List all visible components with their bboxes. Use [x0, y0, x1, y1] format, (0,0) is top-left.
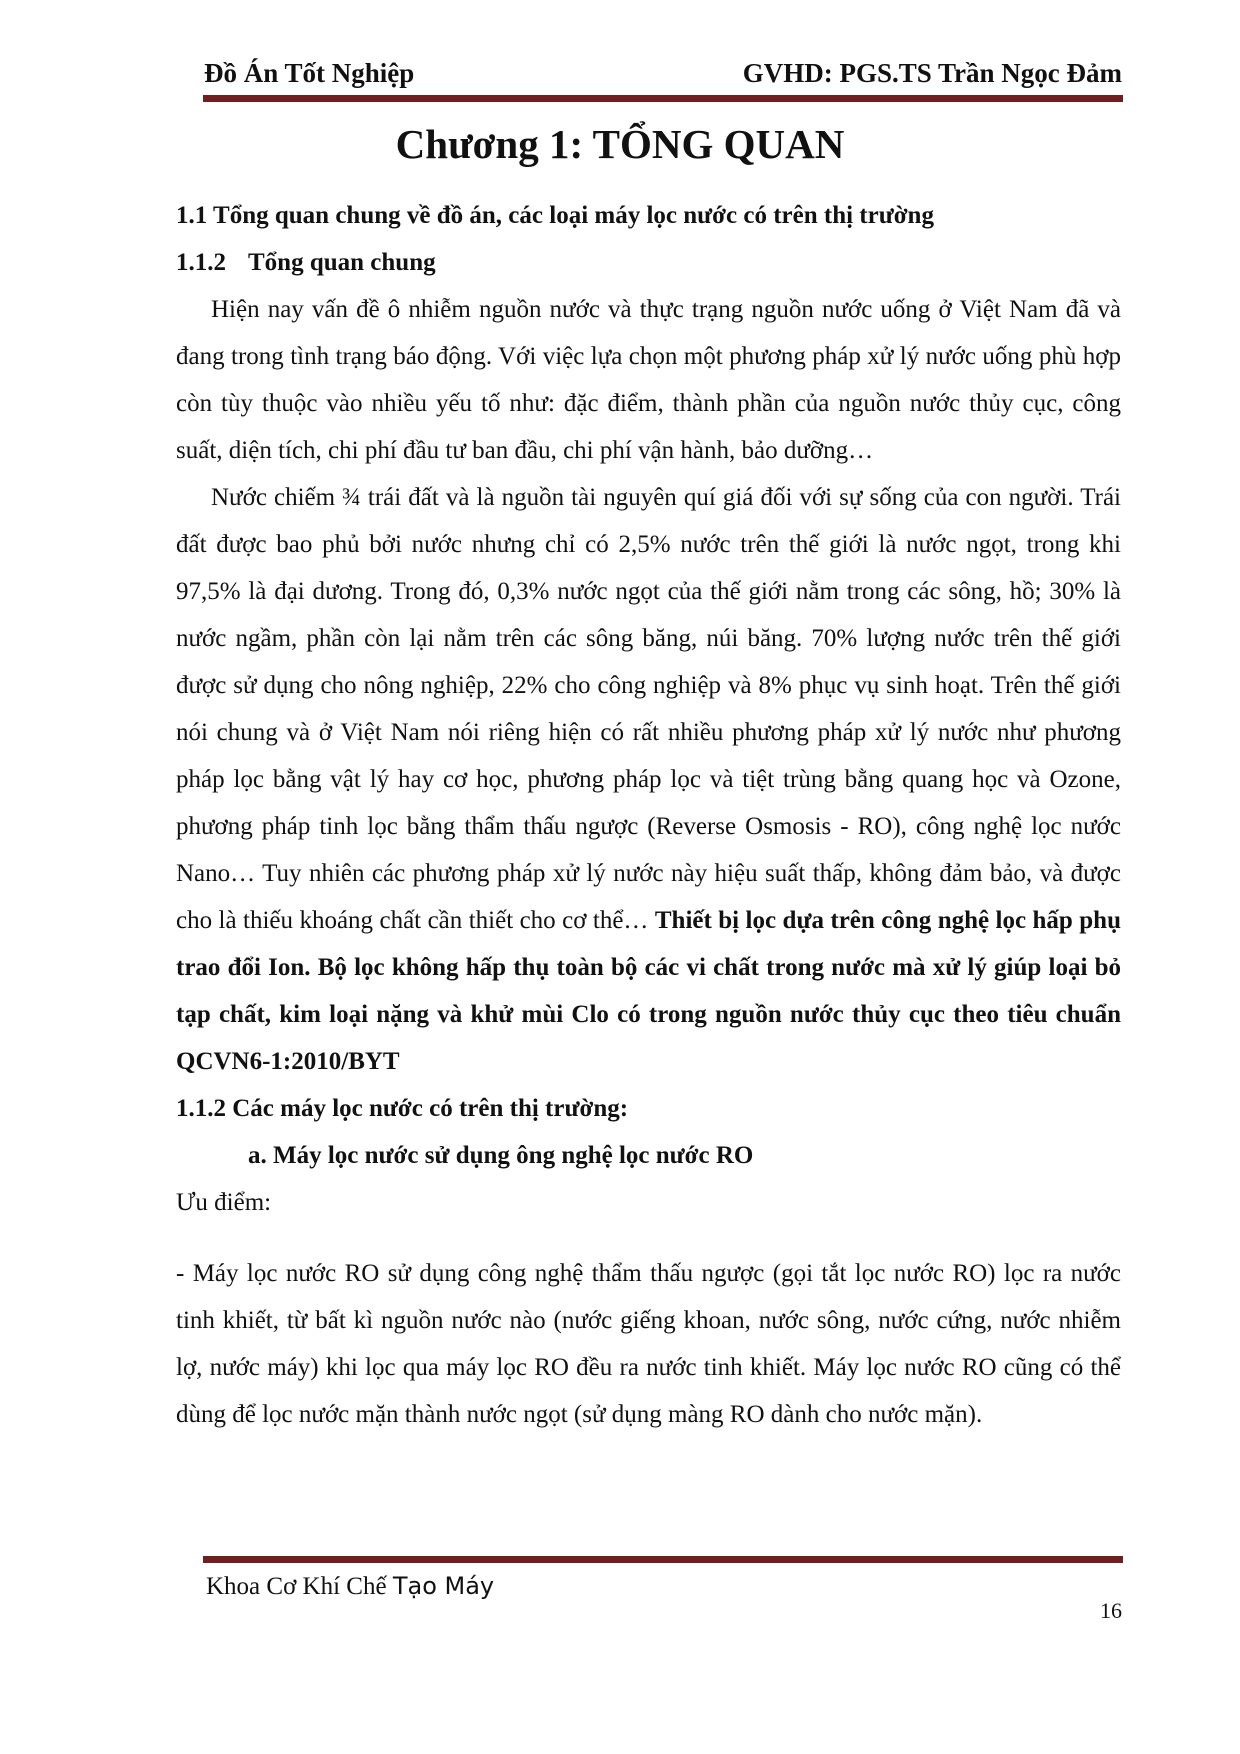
footer-faculty — [206, 1572, 494, 1601]
footer-faculty-tail: Tạo Máy — [392, 1572, 495, 1600]
section-heading-1-1-2-market: 1.1.2 Các máy lọc nước có trên thị trường: — [176, 1095, 629, 1122]
header-supervisor: GVHD: PGS.TS Trần Ngọc Đảm — [742, 58, 1122, 88]
header-thesis-title: Đồ Án Tốt Nghiệp — [204, 58, 415, 88]
section-number: 1.1.2 — [176, 249, 226, 276]
page-number: 16 — [1100, 1598, 1122, 1623]
page-body — [176, 192, 1121, 1438]
section-title: Tổng quan chung — [248, 249, 436, 276]
paragraph-normal-text: Nước chiếm ¾ trái đất và là nguồn tài nguyên quí giá đối với sự sống của con người. Trái đất được bao phủ bởi nước nhưng chỉ có 2,5% nước trên thế giới là nước ngọt, trong khi 97,5% là đại dương. Trong đó, 0,3% nước ngọt của thế giới nằm trong các sông, hồ; 30% là nước ngầm, phần còn lại nằm trên các sông băng, núi băng. 70% lượng nước trên thế giới được sử dụng cho nông nghiệp, 22% cho công nghiệp và 8% phục vụ sinh hoạt. Trên thế giới nói chung và ở Việt Nam nói riêng hiện có rất nhiều phương pháp xử lý nước như phương pháp lọc bằng vật lý hay cơ học, phương pháp lọc và tiệt trùng bằng quang học và Ozone, phương pháp tinh lọc bằng thẩm thấu ngược (Reverse Osmosis - RO), công nghệ lọc nước Nano… Tuy nhiên các phương pháp xử lý nước này hiệu suất thấp, không đảm bảo, và được cho là thiếu khoáng chất cần thiết cho cơ thể… — [176, 484, 1121, 934]
paragraph-bold-text: Thiết bị lọc dựa trên công nghệ lọc hấp phụ trao đổi Ion. Bộ lọc không hấp thụ toàn bộ các vi chất trong nước mà xử lý giúp loại bỏ tạp chất, kim loại nặng và khử mùi Clo có trong nguồn nước thủy cục theo tiêu chuẩn QCVN6-1:2010/BYT — [176, 907, 1121, 1075]
subsection-heading-ro: a. Máy lọc nước sử dụng ông nghệ lọc nước RO — [248, 1142, 754, 1169]
footer-faculty-main: Khoa Cơ Khí Chế — [206, 1573, 393, 1600]
spacer — [176, 1226, 1121, 1250]
section-heading-1-1-2-overview — [176, 239, 1121, 286]
paragraph-water-resources — [176, 474, 1121, 1085]
chapter-title: Chương 1: TỔNG QUAN — [395, 121, 845, 167]
paragraph-water-pollution: Hiện nay vấn đề ô nhiễm nguồn nước và thực trạng nguồn nước uống ở Việt Nam đã và đang trong tình trạng báo động. Với việc lựa chọn một phương pháp xử lý nước uống phù hợp còn tùy thuộc vào nhiều yếu tố như: đặc điểm, thành phần của nguồn nước thủy cục, công suất, diện tích, chi phí đầu tư ban đầu, chi phí vận hành, bảo dưỡng… — [176, 296, 1121, 464]
advantages-label: Ưu điểm: — [176, 1189, 272, 1216]
section-heading-1-1: 1.1 Tổng quan chung về đồ án, các loại máy lọc nước có trên thị trường — [176, 202, 934, 229]
advantage-item-ro: - Máy lọc nước RO sử dụng công nghệ thẩm thấu ngược (gọi tắt lọc nước RO) lọc ra nước tinh khiết, từ bất kì nguồn nước nào (nước giếng khoan, nước sông, nước cứng, nước nhiễm lợ, nước máy) khi lọc qua máy lọc RO đều ra nước tinh khiết. Máy lọc nước RO cũng có thể dùng để lọc nước mặn thành nước ngọt (sử dụng màng RO dành cho nước mặn). — [176, 1260, 1121, 1428]
header-divider — [203, 95, 1123, 102]
footer-divider — [203, 1556, 1123, 1563]
page-header — [204, 58, 1122, 92]
